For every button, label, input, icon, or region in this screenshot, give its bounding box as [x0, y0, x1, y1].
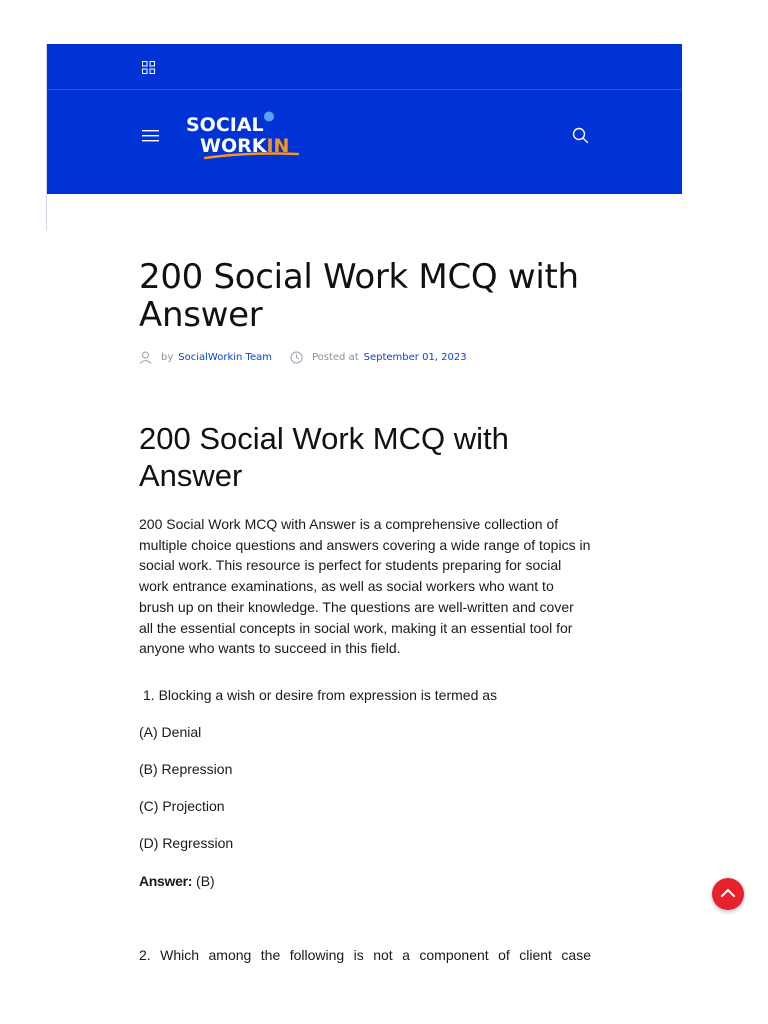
intro-paragraph: 200 Social Work MCQ with Answer is a comprehensive collection of multiple choice questions and answers covering a wide range of topics in social work. This resource is perfect for students preparing for social work entrance examinations, as well as social workers who want to brush up on their knowledge. The questions are well-written and cover all the essential concepts in social work, making it an essential tool for anyone who wants to succeed in this field.: [139, 516, 591, 657]
post-meta: [139, 349, 467, 365]
back-to-top-button[interactable]: [712, 878, 744, 910]
question-1: 1. Blocking a wish or desire from expression is termed as: [143, 686, 498, 703]
logo-dot: [264, 112, 274, 122]
logo-line2: WORKIN: [200, 135, 290, 157]
top-bar: [47, 44, 682, 90]
search-icon[interactable]: [572, 127, 589, 144]
chevron-up-icon: [720, 887, 736, 899]
question-2: 2. Which among the following is not a component of client case: [139, 946, 591, 963]
posted-label: Posted at: [311, 351, 359, 363]
answer-label: Answer:: [139, 872, 193, 889]
option-a: (A) Denial: [139, 723, 202, 740]
author-link[interactable]: SocialWorkin Team: [178, 351, 272, 363]
article-content: [139, 420, 591, 965]
clock-icon: [290, 351, 303, 364]
option-d: (D) Regression: [139, 834, 234, 851]
option-c: (C) Projection: [139, 797, 225, 814]
site-logo[interactable]: [185, 110, 303, 162]
grid-icon[interactable]: [142, 61, 155, 74]
answer-value: (B): [196, 872, 215, 889]
user-icon: [139, 351, 152, 364]
page-title: 200 Social Work MCQ with Answer: [139, 257, 579, 335]
menu-icon[interactable]: [142, 130, 159, 142]
option-b: (B) Repression: [139, 760, 233, 777]
by-label: by: [161, 351, 174, 363]
answer-line: [139, 871, 591, 891]
post-date[interactable]: September 01, 2023: [363, 351, 467, 363]
site-header: [47, 90, 682, 194]
article-heading: 200 Social Work MCQ with Answer: [139, 421, 509, 493]
logo-line1: SOCIAL: [186, 114, 264, 136]
